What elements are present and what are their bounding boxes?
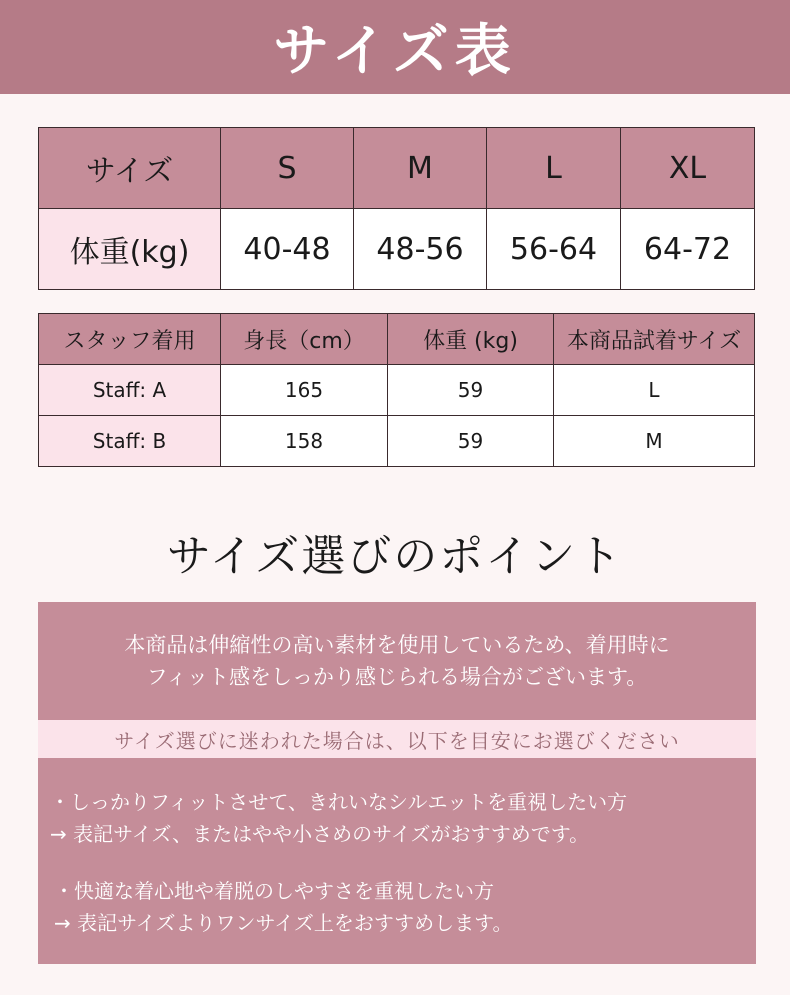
staff-table-cell: 158 [221,416,388,467]
header-banner [0,0,790,94]
staff-table-header-cell: 体重 (kg) [388,314,554,365]
staff-table-row-label: Staff: B [39,416,221,467]
staff-table-header-row [39,314,755,365]
points-heading: サイズ選びのポイント [166,531,624,582]
advice-line: → 表記サイズよりワンサイズ上をおすすめします。 [54,911,513,935]
advice-fit [50,786,627,850]
size-table-cell: 56-64 [487,209,621,290]
size-table-row [39,209,755,290]
advice-line: ・しっかりフィットさせて、きれいなシルエットを重視したい方 [50,790,628,814]
staff-table-row-label: Staff: A [39,365,221,416]
staff-table-header-cell: 本商品試着サイズ [554,314,755,365]
size-table [38,127,755,290]
guide-strip [38,720,756,758]
staff-table-cell: L [554,365,755,416]
advice-line: ・快適な着心地や着脱のしやすさを重視したい方 [54,879,494,903]
size-table-header-cell: サイズ [39,128,221,209]
material-note-box [38,602,756,720]
size-table-header-cell: XL [621,128,755,209]
size-table-cell: 48-56 [354,209,487,290]
size-table-header-cell: L [487,128,621,209]
size-table-header-cell: S [221,128,354,209]
staff-table-cell: 165 [221,365,388,416]
staff-table-row [39,365,755,416]
size-table-cell: 40-48 [221,209,354,290]
staff-table-cell: 59 [388,365,554,416]
size-table-header-cell: M [354,128,487,209]
size-table-cell: 64-72 [621,209,755,290]
material-note-line: フィット感をしっかり感じられる場合がございます。 [146,665,648,689]
staff-table-cell: M [554,416,755,467]
advice-line: → 表記サイズ、またはやや小さめのサイズがおすすめです。 [50,822,590,846]
size-table-header-row [39,128,755,209]
size-advice-box [38,758,756,964]
guide-text: サイズ選びに迷われた場合は、以下を目安にお選びください [114,728,680,753]
advice-comfort [54,875,513,939]
staff-table-header-cell: スタッフ着用 [39,314,221,365]
staff-table [38,313,755,467]
material-note-line: 本商品は伸縮性の高い素材を使用しているため、着用時に [124,633,670,657]
staff-table-cell: 59 [388,416,554,467]
page-title: サイズ表 [273,18,517,84]
size-table-row-label: 体重(kg) [39,209,221,290]
staff-table-row [39,416,755,467]
staff-table-header-cell: 身長（cm） [221,314,388,365]
